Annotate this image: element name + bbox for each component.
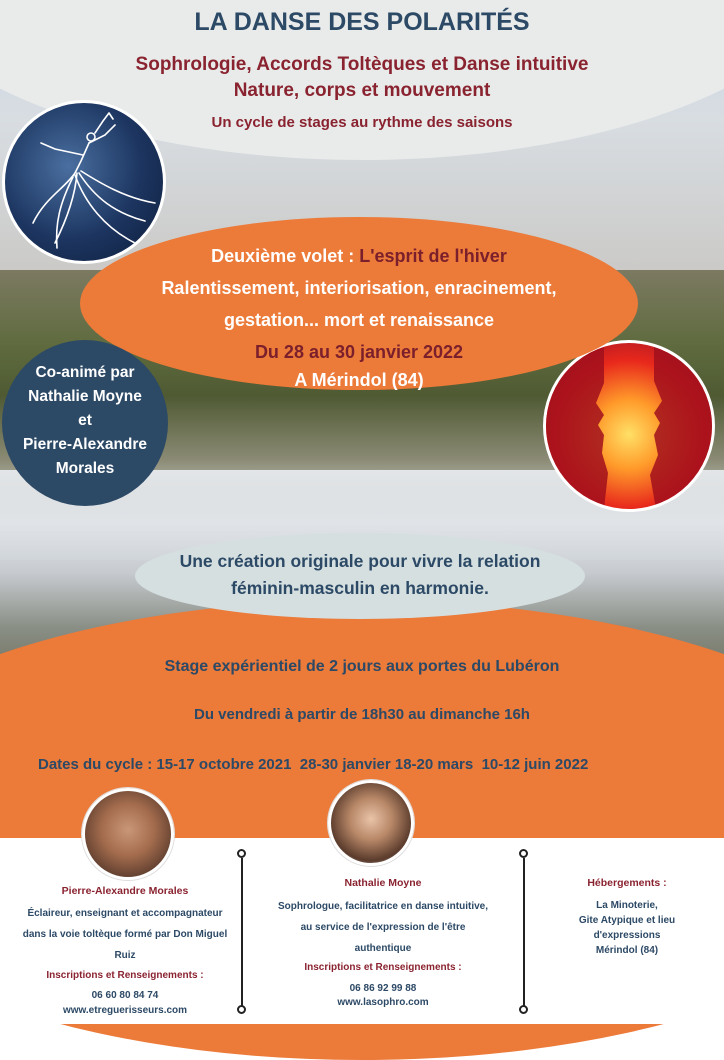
pa-name: Pierre-Alexandre Morales — [61, 885, 189, 897]
volet-keywords-1: Ralentissement, interiorisation, enracinement, — [161, 278, 557, 298]
nm-description — [252, 896, 514, 959]
nm-desc-line: authentique — [354, 943, 412, 954]
nm-inscriptions-label: Inscriptions et Renseignements : — [304, 962, 462, 973]
heb-line: La Minoterie, — [596, 900, 658, 911]
co-anime-line: et — [78, 412, 92, 429]
pa-description — [10, 903, 240, 966]
volet-keywords-2: gestation... mort et renaissance — [223, 310, 495, 330]
co-anime-text — [2, 361, 168, 481]
dancer-illustration — [2, 100, 166, 264]
pierre-alexandre-photo — [82, 788, 174, 880]
nm-desc-line: Sophrologue, facilitatrice en danse intuitive, — [277, 901, 489, 912]
nm-website-link[interactable]: www.lasophro.com — [337, 997, 429, 1008]
dancer-icon — [5, 103, 163, 261]
co-anime-line: Pierre-Alexandre — [22, 436, 148, 453]
pa-phone: 06 60 80 84 74 — [91, 990, 159, 1001]
hebergements-title: Hébergements : — [587, 877, 667, 889]
nathalie-photo — [328, 780, 414, 866]
nm-name: Nathalie Moyne — [344, 877, 422, 889]
creation-line: féminin-masculin en harmonie. — [231, 578, 489, 598]
creation-line: Une création originale pour vivre la relation — [179, 551, 541, 571]
cycle-dates: Dates du cycle : 15-17 octobre 2021 28-30 janvier 18-20 mars 10-12 juin 2022 — [38, 756, 589, 773]
pa-desc-line: Ruiz — [114, 950, 136, 961]
hebergements-text — [530, 898, 724, 958]
divider-dot — [519, 1005, 528, 1014]
divider-dot — [519, 849, 528, 858]
creation-text — [135, 548, 585, 602]
heb-line: Mérindol (84) — [595, 945, 659, 956]
pa-website-link[interactable]: www.etreguerisseurs.com — [62, 1005, 188, 1016]
nm-desc-line: au service de l'expression de l'être — [300, 922, 466, 933]
volet-theme: L'esprit de l'hiver — [359, 246, 507, 266]
nm-phone: 06 86 92 99 88 — [349, 983, 417, 994]
divider-left — [241, 858, 243, 1008]
page-title: LA DANSE DES POLARITÉS — [194, 8, 530, 36]
cycle-tagline: Un cycle de stages au rythme des saisons — [211, 114, 513, 131]
heb-line: d'expressions — [593, 930, 661, 941]
pa-desc-line: dans la voie toltèque formé par Don Miguel — [22, 929, 228, 940]
co-anime-line: Morales — [55, 460, 115, 477]
volet-prefix: Deuxième volet : — [211, 246, 360, 266]
co-anime-line: Nathalie Moyne — [28, 388, 142, 405]
pa-desc-line: Éclaireur, enseignant et accompagnateur — [27, 908, 223, 919]
volet-place: A Mérindol (84) — [294, 370, 424, 390]
page-subtitle-2: Nature, corps et mouvement — [233, 80, 491, 101]
heb-line: Gite Atypique et lieu — [578, 915, 676, 926]
pa-inscriptions-label: Inscriptions et Renseignements : — [46, 970, 204, 981]
page-subtitle: Sophrologie, Accords Toltèques et Danse intuitive — [135, 54, 589, 75]
divider-dot — [237, 849, 246, 858]
volet-heading — [80, 246, 638, 267]
co-anime-line: Co-animé par — [35, 364, 135, 381]
faces-illustration — [543, 340, 715, 512]
divider-right — [523, 858, 525, 1008]
volet-dates: Du 28 au 30 janvier 2022 — [254, 342, 464, 362]
faces-icon — [546, 343, 712, 509]
stage-description: Stage expérientiel de 2 jours aux portes du Lubéron — [164, 658, 560, 675]
stage-schedule: Du vendredi à partir de 18h30 au dimanche 16h — [194, 706, 530, 723]
